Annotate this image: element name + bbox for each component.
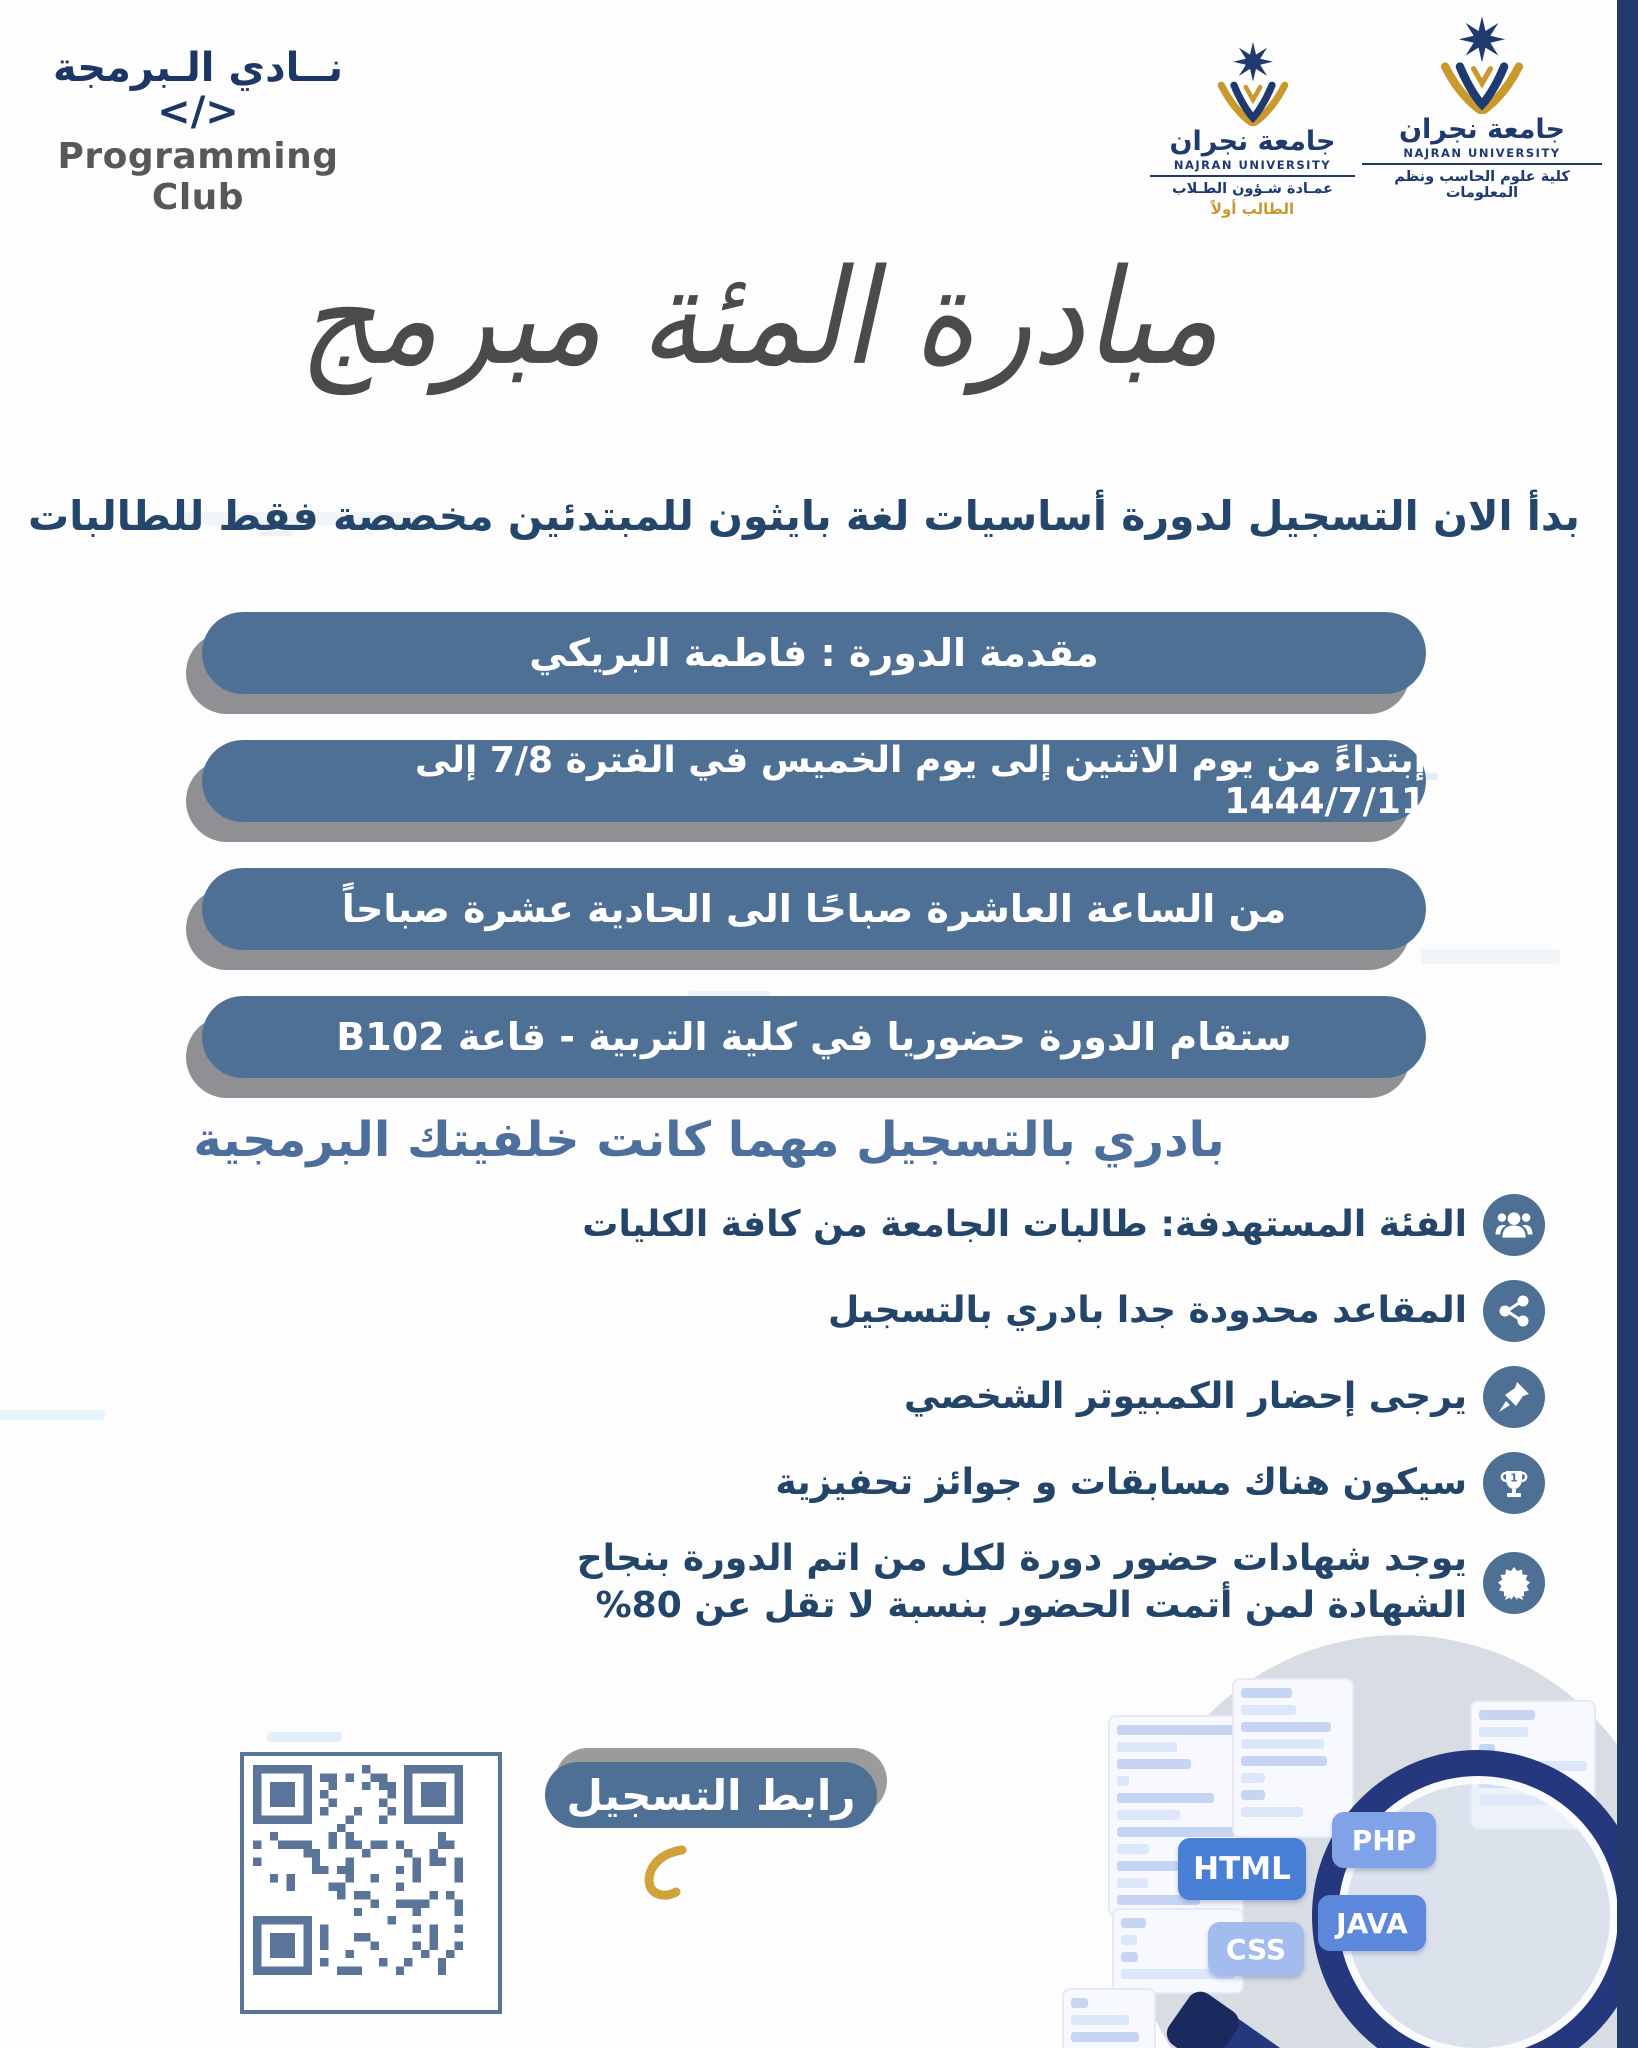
list-item-text: يرجى إحضار الكمبيوتر الشخصي [903,1375,1467,1417]
university-emblem-icon [1212,40,1294,126]
info-pill-list [202,612,1426,1124]
student-first-motto: الطالب أولاً [1210,200,1295,218]
code-line [1121,1935,1137,1945]
code-line [1117,1810,1180,1820]
code-line [1117,1878,1148,1888]
qr-pattern [253,1765,463,1975]
logo-cs-college [1362,14,1602,201]
cta-heading: بادري بالتسجيل مهما كانت خلفيتك البرمجية [193,1112,1225,1168]
list-item [828,1278,1545,1344]
poster-title-calligraphy: مبادرة المئة مبرمج [298,239,1220,395]
code-line [1241,1722,1331,1732]
list-item-text: المقاعد محدودة جدا بادري بالتسجيل [827,1289,1467,1331]
code-line [1241,1739,1324,1749]
list-item [582,1192,1545,1258]
pill-instructor: مقدمة الدورة : فاطمة البريكي [202,612,1426,694]
code-line [1071,2032,1139,2042]
code-line [1117,1776,1129,1786]
registration-qr-code[interactable] [240,1752,502,2014]
code-line [1117,1759,1191,1769]
club-name-english: Programming Club [57,136,339,218]
code-line [1241,1807,1303,1817]
code-line [1241,1705,1296,1715]
list-item-text: يوجد شهادات حضور دورة لكل من اتم الدورة بنجاح الشهادة لمن أتمت الحضور بنسبة لا تقل عن 80% [576,1538,1467,1626]
list-item-text: الفئة المستهدفة: طالبات الجامعة من كافة الكليات [582,1203,1467,1245]
code-line [1241,1688,1292,1698]
university-name-ar: جامعة نجران [1169,126,1336,157]
group-icon [1483,1194,1545,1256]
club-header [28,46,368,218]
java-tag-chip: JAVA [1318,1895,1426,1951]
university-emblem-icon [1434,14,1530,114]
university-name-en: NAJRAN UNIVERSITY [1150,158,1355,177]
code-line [1241,1756,1327,1766]
code-line [1241,1790,1265,1800]
pill-location: ستقام الدورة حضوريا في كلية التربية - قاعة B102 [202,996,1426,1078]
gold-swoosh-decoration [636,1842,690,1902]
code-line [1071,2015,1129,2025]
university-name-en: NAJRAN UNIVERSITY [1362,146,1602,165]
certificate-icon [1483,1552,1545,1614]
code-line [1117,1725,1235,1735]
right-edge-bar [1617,0,1638,2048]
pill-time: من الساعة العاشرة صباحًا الى الحادية عشرة صباحاً [202,868,1426,950]
code-line [1117,1844,1149,1854]
code-line [1121,1918,1146,1928]
list-item [775,1450,1545,1516]
share-icon [1483,1280,1545,1342]
code-document [1062,1988,1156,2048]
background-stripe [0,1410,105,1420]
code-line [1479,1727,1528,1737]
background-stripe [267,1732,341,1742]
poster-subtitle: بدأ الان التسجيل لدورة أساسيات لغة بايثون للمبتدئين مخصصة فقط للطالبات [28,492,1580,540]
list-item [904,1364,1545,1430]
list-item [537,1536,1545,1630]
trophy-icon [1483,1452,1545,1514]
code-line [1479,1710,1535,1720]
deanship-label: عمـادة شـؤون الطـلاب [1172,181,1333,197]
registration-link-badge[interactable]: رابط التسجيل [545,1762,877,1828]
details-list [537,1192,1545,1630]
pin-icon [1483,1366,1545,1428]
code-line [1241,1773,1265,1783]
code-search-illustration [1050,1630,1638,2048]
college-label: كلية علوم الحاسب ونظم المعلومات [1394,169,1570,201]
code-line [1117,1742,1177,1752]
club-name-arabic: نــادي الـبرمجة </> [53,45,343,135]
php-tag-chip: PHP [1332,1812,1436,1868]
code-line [1117,1827,1235,1837]
code-line [1071,1998,1088,2008]
background-stripe [1421,949,1560,965]
list-item-text: سيكون هناك مسابقات و جوائز تحفيزية [775,1461,1467,1503]
html-tag-chip: HTML [1178,1838,1306,1900]
logo-student-affairs [1150,40,1355,218]
pill-dates: إبتداءً من يوم الاثنين إلى يوم الخميس في الفترة 7/8 إلى 1444/7/11 [202,740,1426,822]
code-line [1121,1952,1138,1962]
css-tag-chip: CSS [1208,1922,1304,1976]
code-line [1117,1793,1214,1803]
svg-text:1: 1 [1510,1471,1518,1485]
university-name-ar: جامعة نجران [1398,114,1566,145]
